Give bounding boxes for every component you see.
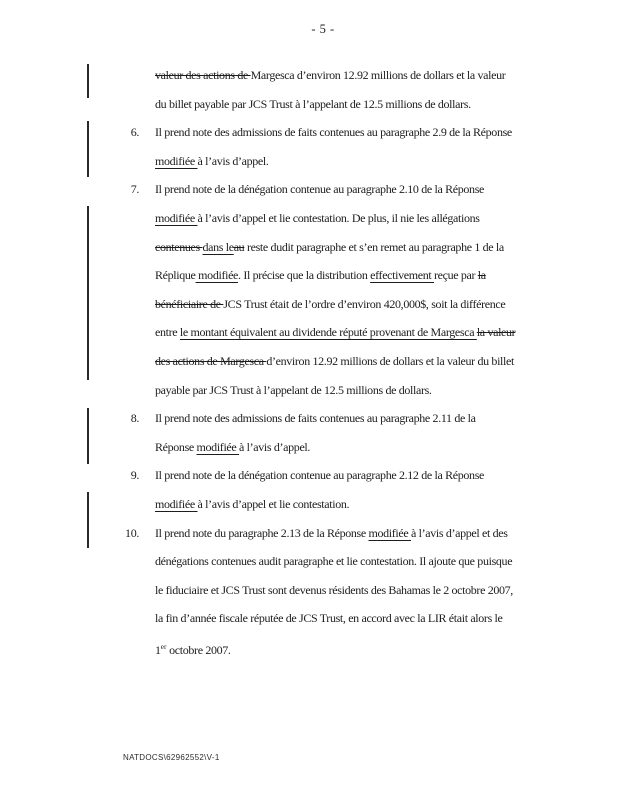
numbered-paragraph	[123, 404, 593, 461]
text-segment: Il prend note de la dénégation contenue au paragraphe 2.10 de la Réponse	[155, 182, 484, 197]
text-line	[155, 519, 593, 548]
text-segment: payable par JCS Trust à l’appelant de 12.5 millions de dollars.	[155, 382, 432, 397]
text-segment: Réponse	[155, 439, 197, 454]
inserted-text: dans le	[202, 239, 234, 254]
text-segment: 1	[155, 642, 161, 657]
text-segment: à l’avis d’appel.	[197, 153, 269, 168]
deleted-text: des actions de Margesca	[155, 353, 267, 368]
continuation-paragraph	[123, 61, 593, 118]
text-line	[155, 261, 593, 290]
numbered-paragraph	[123, 118, 593, 175]
text-segment: reste dudit paragraphe et s’en remet au paragraphe 1 de la	[244, 239, 504, 254]
text-segment: Il prend note de la dénégation contenue au paragraphe 2.12 de la Réponse	[155, 468, 484, 483]
paragraph-lines	[155, 404, 593, 461]
text-line	[155, 404, 593, 433]
text-segment: Il prend note du paragraphe 2.13 de la Réponse	[155, 525, 369, 540]
inserted-text: modifiée	[195, 268, 239, 283]
inserted-text: modifiée	[155, 153, 198, 168]
text-segment: Il prend note des admissions de faits contenues au paragraphe 2.11 de la	[155, 411, 476, 426]
text-line	[155, 175, 593, 204]
text-segment: le fiduciaire et JCS Trust sont devenus résidents des Bahamas le 2 octobre 2007,	[155, 582, 513, 597]
inserted-text: modifiée	[155, 496, 198, 511]
revision-bar	[87, 492, 89, 548]
text-line	[155, 490, 593, 519]
numbered-paragraph	[123, 519, 593, 662]
item-number: 6.	[130, 125, 139, 140]
item-number: 7.	[130, 182, 139, 197]
text-segment: dénégations contenues audit paragraphe et lie contestation. Il ajoute que puisque	[155, 554, 513, 569]
text-segment: . Il précise que la distribution	[238, 268, 371, 283]
text-line	[155, 433, 593, 462]
text-line	[155, 461, 593, 490]
text-line	[155, 290, 593, 319]
paragraph-lines	[155, 61, 593, 118]
text-line	[155, 318, 593, 347]
text-segment: d’environ 12.92 millions de dollars et la valeur du billet	[266, 353, 514, 368]
text-segment: Margesca d’environ 12.92 millions de dollars et la valeur	[250, 68, 506, 82]
text-line	[155, 118, 593, 147]
numbered-paragraph	[123, 175, 593, 404]
deleted-text: la valeur	[476, 325, 516, 340]
paragraph-lines	[155, 175, 593, 404]
paragraph-list	[123, 61, 593, 661]
inserted-text: modifiée	[155, 210, 198, 225]
superscript-text: er	[160, 641, 167, 651]
inserted-text: effectivement	[370, 268, 434, 283]
numbered-paragraph	[123, 461, 593, 518]
revision-bar	[87, 206, 89, 380]
text-line	[155, 90, 593, 119]
text-segment: du billet payable par JCS Trust à l’appelant de 12.5 millions de dollars.	[155, 96, 471, 111]
text-line	[155, 376, 593, 405]
item-number	[123, 61, 139, 118]
deleted-text: au	[233, 239, 245, 254]
paragraph-lines	[155, 461, 593, 518]
deleted-text: valeur des actions de	[155, 68, 251, 82]
text-line	[155, 147, 593, 176]
text-line	[155, 204, 593, 233]
text-line	[155, 547, 593, 576]
text-line	[155, 576, 593, 605]
text-segment: entre	[155, 325, 180, 340]
text-line	[155, 604, 593, 633]
text-line	[155, 61, 593, 90]
page-number: - 5 -	[311, 22, 335, 36]
document-id-footer: NATDOCS\62962552\V-1	[123, 753, 220, 762]
inserted-text: le montant équivalent au dividende réputé provenant de Margesca	[179, 325, 477, 340]
text-segment: JCS Trust était de l’ordre d’environ 420,000$, soit la différence	[223, 296, 506, 311]
text-segment: la fin d’année fiscale réputée de JCS Trust, en accord avec la LIR était alors le	[155, 611, 503, 626]
text-segment: à l’avis d’appel et lie contestation. De plus, il nie les allégations	[197, 210, 480, 225]
text-segment: Il prend note des admissions de faits contenues au paragraphe 2.9 de la Réponse	[155, 125, 512, 140]
paragraph-lines	[155, 118, 593, 175]
revision-bar	[87, 121, 89, 177]
text-segment: octobre 2007.	[166, 642, 231, 657]
text-segment: à l’avis d’appel et lie contestation.	[197, 496, 350, 511]
revision-bar	[87, 64, 89, 98]
text-line	[155, 633, 593, 662]
inserted-text: modifiée	[368, 525, 411, 540]
text-segment: reçue par	[433, 268, 478, 283]
text-line	[155, 233, 593, 262]
text-segment: à l’avis d’appel et des	[411, 525, 508, 540]
item-number: 10.	[125, 525, 139, 540]
text-segment: à l’avis d’appel.	[239, 439, 311, 454]
item-number: 8.	[130, 411, 139, 426]
deleted-text: contenues	[155, 239, 203, 254]
inserted-text: modifiée	[196, 439, 240, 454]
item-number: 9.	[130, 468, 139, 483]
text-line	[155, 347, 593, 376]
deleted-text: bénéficiaire de	[155, 296, 224, 311]
paragraph-lines	[155, 519, 593, 662]
deleted-text: la	[477, 268, 486, 283]
revision-bar	[87, 408, 89, 464]
text-segment: Réplique	[155, 268, 196, 283]
